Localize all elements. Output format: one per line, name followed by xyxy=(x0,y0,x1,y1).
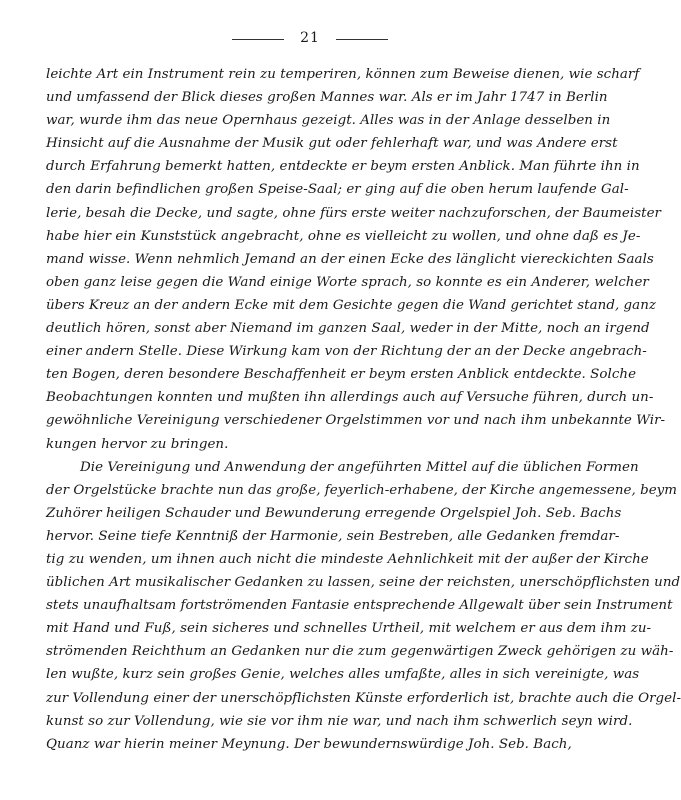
text-line: Hinsicht auf die Ausnahme der Musik gut oder fehlerhaft war, und was Andere erst xyxy=(46,136,618,152)
text-line: mit Hand und Fuß, sein sicheres und schnelles Urtheil, mit welchem er aus dem ihm zu- xyxy=(46,621,652,637)
page-number: 21 xyxy=(300,30,320,46)
text-line: stets unaufhaltsam fortströmenden Fantasie entsprechende Allgewalt über sein Instrument xyxy=(46,598,673,614)
paragraph xyxy=(46,63,666,456)
text-line: Quanz war hierin meiner Meynung. Der bewundernswürdige Joh. Seb. Bach, xyxy=(46,736,572,752)
text-line: einer andern Stelle. Diese Wirkung kam von der Richtung der an der Decke angebrach- xyxy=(46,344,647,360)
paragraph xyxy=(46,456,681,756)
text-line: len wußte, kurz sein großes Genie, welches alles umfaßte, alles in sich vereinigte, was xyxy=(46,667,640,683)
text-line: lerie, besah die Decke, und sagte, ohne fürs erste weiter nachzuforschen, der Baumeister xyxy=(46,205,661,221)
text-line: kungen hervor zu bringen. xyxy=(46,436,229,452)
text-line: zur Vollendung einer der unerschöpflichsten Künste erforderlich ist, brachte auch die Orgel- xyxy=(46,690,681,706)
text-line: mand wisse. Wenn nehmlich Jemand an der einen Ecke des länglicht viereckichten Saals xyxy=(46,251,654,267)
text-line: durch Erfahrung bemerkt hatten, entdeckte er beym ersten Anblick. Man führte ihn in xyxy=(46,159,640,175)
text-line: deutlich hören, sonst aber Niemand im ganzen Saal, weder in der Mitte, noch an irgend xyxy=(46,321,650,337)
header-rule-left xyxy=(232,39,284,40)
text-line: Die Vereinigung und Anwendung der angeführten Mittel auf die üblichen Formen xyxy=(80,459,639,475)
text-line: kunst so zur Vollendung, wie sie vor ihm nie war, und nach ihm schwerlich seyn wird. xyxy=(46,713,633,729)
body-text xyxy=(46,63,681,756)
page-header xyxy=(0,28,633,52)
text-line: übers Kreuz an der andern Ecke mit dem Gesichte gegen die Wand gerichtet stand, ganz xyxy=(46,297,656,313)
text-line: und umfassend der Blick dieses großen Mannes war. Als er im Jahr 1747 in Berlin xyxy=(46,90,608,106)
text-line: den darin befindlichen großen Speise-Saal; er ging auf die oben herum laufende Gal- xyxy=(46,182,629,198)
text-line: Beobachtungen konnten und mußten ihn allerdings auch auf Versuche führen, durch un- xyxy=(46,390,654,406)
text-line: ten Bogen, deren besondere Beschaffenheit er beym ersten Anblick entdeckte. Solche xyxy=(46,367,637,383)
text-line: habe hier ein Kunststück angebracht, ohne es vielleicht zu wollen, und ohne daß es Je- xyxy=(46,228,641,244)
text-line: leichte Art ein Instrument rein zu temperiren, können zum Beweise dienen, wie scharf xyxy=(46,67,640,82)
text-line: war, wurde ihm das neue Opernhaus gezeigt. Alles was in der Anlage desselben in xyxy=(46,113,611,129)
text-line: strömenden Reichthum an Gedanken nur die zum gegenwärtigen Zweck gehörigen zu wäh- xyxy=(46,644,674,660)
text-line: Zuhörer heiligen Schauder und Bewunderung erregende Orgelspiel Joh. Seb. Bachs xyxy=(46,505,622,521)
text-line: üblichen Art musikalischer Gedanken zu lassen, seine der reichsten, unerschöpflichsten und xyxy=(46,575,681,591)
text-line: oben ganz leise gegen die Wand einige Worte sprach, so konnte es ein Anderer, welcher xyxy=(46,274,649,290)
text-line: der Orgelstücke brachte nun das große, feyerlich-erhabene, der Kirche angemessene, beym xyxy=(46,482,678,498)
text-line: gewöhnliche Vereinigung verschiedener Orgelstimmen vor und nach ihm unbekannte Wir- xyxy=(46,413,666,429)
text-line: hervor. Seine tiefe Kenntniß der Harmonie, sein Bestreben, alle Gedanken fremdar- xyxy=(46,528,620,544)
header-rule-right xyxy=(336,39,388,40)
text-line: tig zu wenden, um ihnen auch nicht die mindeste Aehnlichkeit mit der außer der Kirche xyxy=(46,551,649,567)
